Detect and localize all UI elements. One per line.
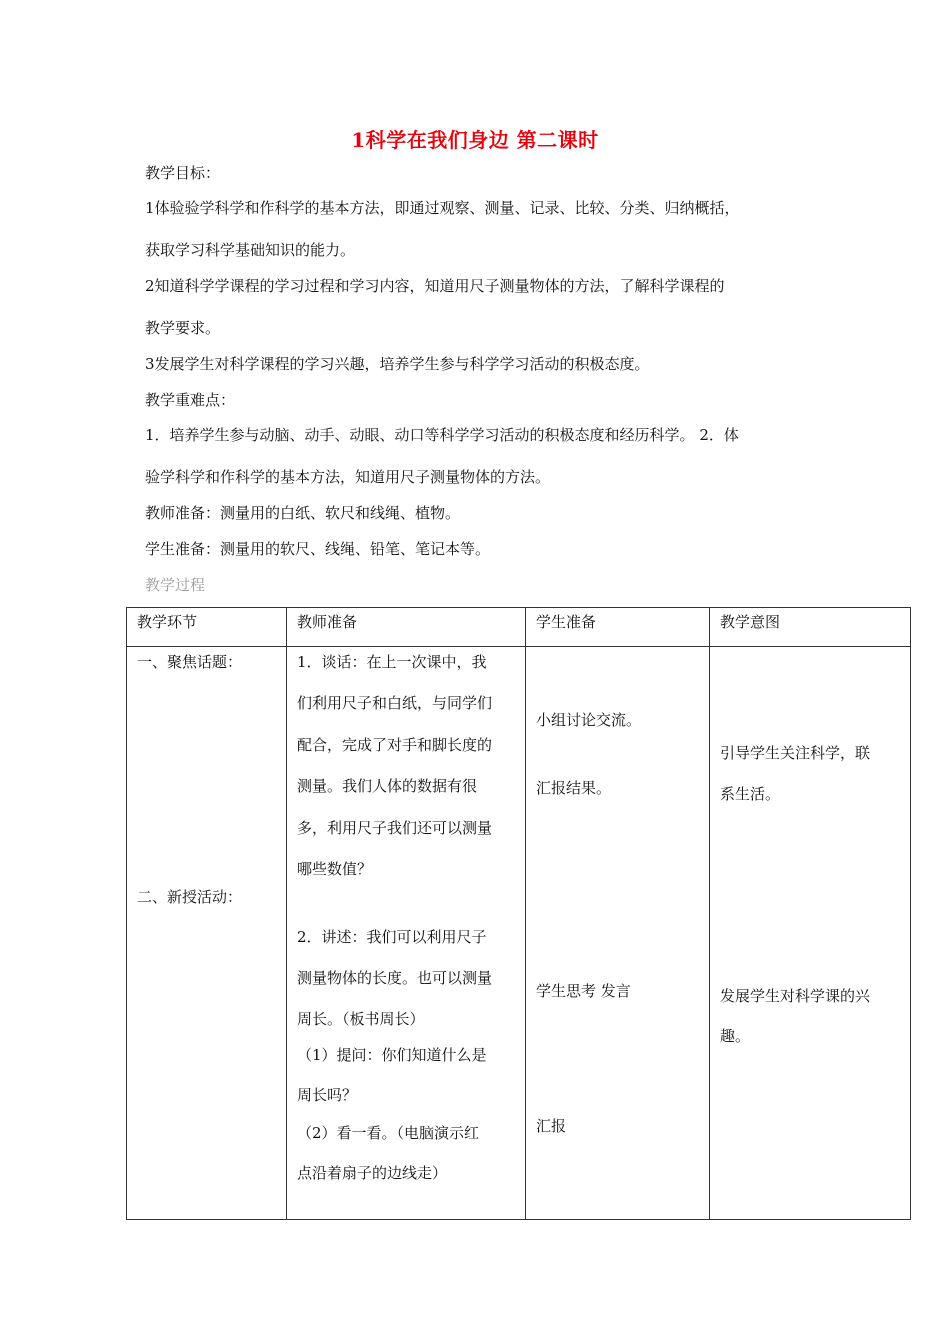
header-cell [127,608,287,647]
teacher-line: 配合，完成了对手和脚长度的 [297,736,493,754]
student-prep: 学生准备：测量用的软尺、线绳、铅笔、笔记本等。 [145,540,491,558]
teaching-process-table [126,607,911,1220]
teacher-line: （1）提问：你们知道什么是 [297,1046,487,1064]
teacher-cell [287,647,526,1220]
intent-line: 引导学生关注科学，联 [720,744,871,762]
teacher-line: 们利用尺子和白纸，与同学们 [297,694,493,712]
header-cell [710,608,911,647]
teacher-line: 测量物体的长度。也可以测量 [297,969,493,987]
key-line1: 1．培养学生参与动脑、动手、动眼、动口等科学学习活动的积极态度和经历科学。 2．体 [145,426,739,444]
intent-line: 发展学生对科学课的兴 [720,987,871,1005]
teacher-prep: 教师准备：测量用的白纸、软尺和线绳、植物。 [145,504,461,522]
teacher-line: （2）看一看。（电脑演示红 [297,1124,480,1142]
student-line: 小组讨论交流。 [536,711,642,729]
intent-cell [710,647,911,1220]
teacher-line: 多，利用尺子我们还可以测量 [297,819,493,837]
goal2-line2: 教学要求。 [145,319,221,337]
table-header-row [127,608,911,647]
document-title: 1科学在我们身边 第二课时 [351,128,599,152]
header-stage: 教学环节 [137,613,198,631]
teacher-line: 哪些数值？ [297,860,373,878]
student-line: 汇报 [536,1117,567,1135]
intent-line: 趣。 [720,1027,751,1045]
process-heading: 教学过程 [145,576,206,594]
stage-cell [127,647,287,1220]
stage-text: 二、新授活动： [137,888,243,906]
header-student: 学生准备 [536,613,597,631]
key-line2: 验学科学和作科学的基本方法，知道用尺子测量物体的方法。 [145,468,551,486]
header-intent: 教学意图 [720,613,781,631]
stage-text: 一、聚焦话题： [137,653,243,671]
header-teacher: 教师准备 [297,613,358,631]
student-cell [526,647,710,1220]
intent-line: 系生活。 [720,785,781,803]
header-cell [287,608,526,647]
goal1-line2: 获取学习科学基础知识的能力。 [145,241,356,259]
teacher-line: 1．谈话：在上一次课中，我 [297,653,487,671]
student-line: 汇报结果。 [536,779,612,797]
goal3: 3发展学生对科学课程的学习兴趣，培养学生参与科学学习活动的积极态度。 [145,355,650,373]
teacher-line: 测量。我们人体的数据有很 [297,777,478,795]
goal1-line1: 1体验验学科学和作科学的基本方法，即通过观察、测量、记录、比较、分类、归纳概括， [145,199,740,217]
student-line: 学生思考 发言 [536,982,631,1000]
table-row [127,647,911,1220]
teacher-line: 2．讲述：我们可以利用尺子 [297,928,487,946]
teacher-line: 周长。（板书周长） [297,1010,425,1028]
header-cell [526,608,710,647]
key-heading: 教学重难点： [145,391,236,409]
goal-heading: 教学目标： [145,164,221,182]
goal2-line1: 2知道科学学课程的学习过程和学习内容，知道用尺子测量物体的方法，了解科学课程的 [145,277,725,295]
teacher-line: 周长吗？ [297,1086,358,1104]
teacher-line: 点沿着扇子的边线走） [297,1164,448,1182]
